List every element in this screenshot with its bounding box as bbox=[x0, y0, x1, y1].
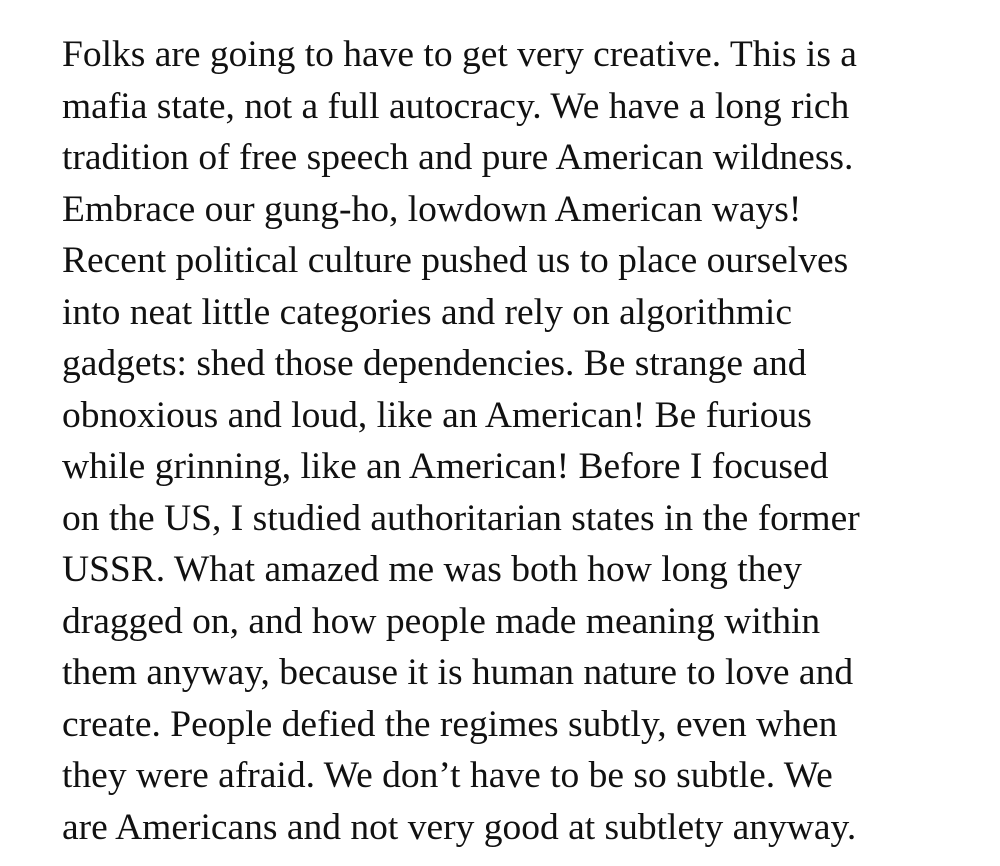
text-line: gadgets: shed those dependencies. Be strange and bbox=[62, 343, 807, 384]
text-line: Recent political culture pushed us to place ourselves bbox=[62, 240, 849, 281]
text-line: tradition of free speech and pure American wildness. bbox=[62, 137, 854, 178]
text-line: mafia state, not a full autocracy. We have a long rich bbox=[62, 85, 850, 127]
text-line: Embrace our gung-ho, lowdown American ways! bbox=[62, 188, 802, 230]
text-line: on the US, I studied authoritarian states in the former bbox=[62, 497, 860, 539]
text-line: dragged on, and how people made meaning within bbox=[62, 600, 821, 642]
text-line: while grinning, like an American! Before I focused bbox=[62, 446, 829, 487]
text-line: into neat little categories and rely on algorithmic bbox=[62, 291, 792, 333]
text-line: obnoxious and loud, like an American! Be furious bbox=[62, 394, 812, 436]
text-line: create. People defied the regimes subtly, even when bbox=[62, 703, 838, 745]
text-line: they were afraid. We don’t have to be so subtle. We bbox=[62, 755, 833, 796]
body-paragraph bbox=[62, 29, 962, 853]
text-line: are Americans and not very good at subtlety anyway. bbox=[62, 806, 857, 848]
text-line: them anyway, because it is human nature to love and bbox=[62, 652, 854, 693]
text-line: Folks are going to have to get very creative. This is a bbox=[62, 34, 857, 75]
text-line: USSR. What amazed me was both how long they bbox=[62, 549, 802, 590]
